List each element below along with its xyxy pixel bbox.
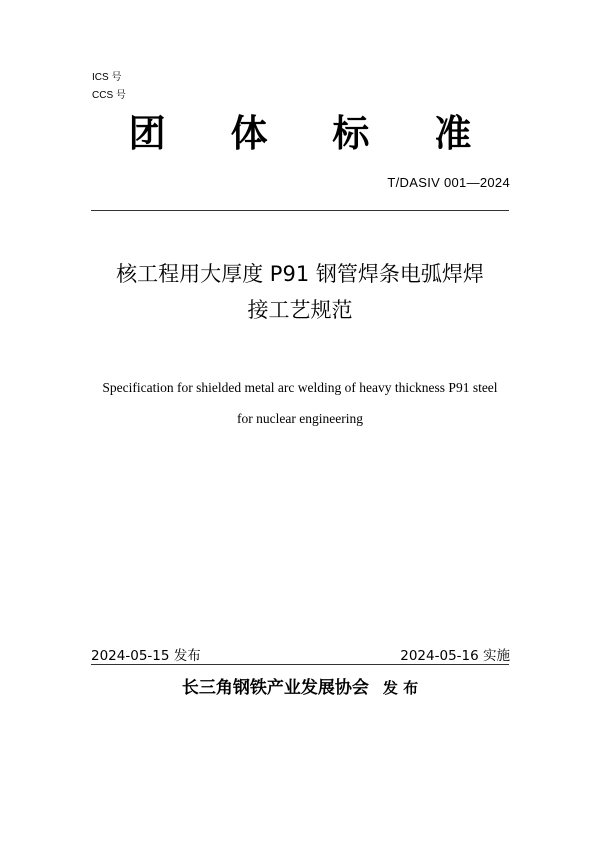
english-title-line-2: for nuclear engineering bbox=[237, 411, 363, 426]
issue-label: 发 布 bbox=[382, 679, 419, 697]
chinese-title-line-2: 接工艺规范 bbox=[247, 298, 353, 322]
implement-date: 2024-05-16 实施 bbox=[400, 648, 510, 664]
chinese-title-line-1: 核工程用大厚度 P91 钢管焊条电弧焊焊 bbox=[116, 262, 484, 286]
standard-number: T/DASIV 001—2024 bbox=[387, 175, 510, 190]
footer-divider bbox=[91, 664, 509, 665]
issuer-line bbox=[0, 676, 600, 700]
issuer-name: 长三角钢铁产业发展协会 bbox=[181, 678, 369, 698]
ics-number: ICS 号 bbox=[92, 72, 122, 83]
publish-date: 2024-05-15 发布 bbox=[91, 648, 201, 664]
ccs-number: CCS 号 bbox=[92, 90, 126, 101]
document-category-title: 团 体 标 准 bbox=[128, 112, 498, 155]
header-divider bbox=[91, 210, 509, 211]
english-title-line-1: Specification for shielded metal arc welding of heavy thickness P91 steel bbox=[102, 380, 498, 395]
